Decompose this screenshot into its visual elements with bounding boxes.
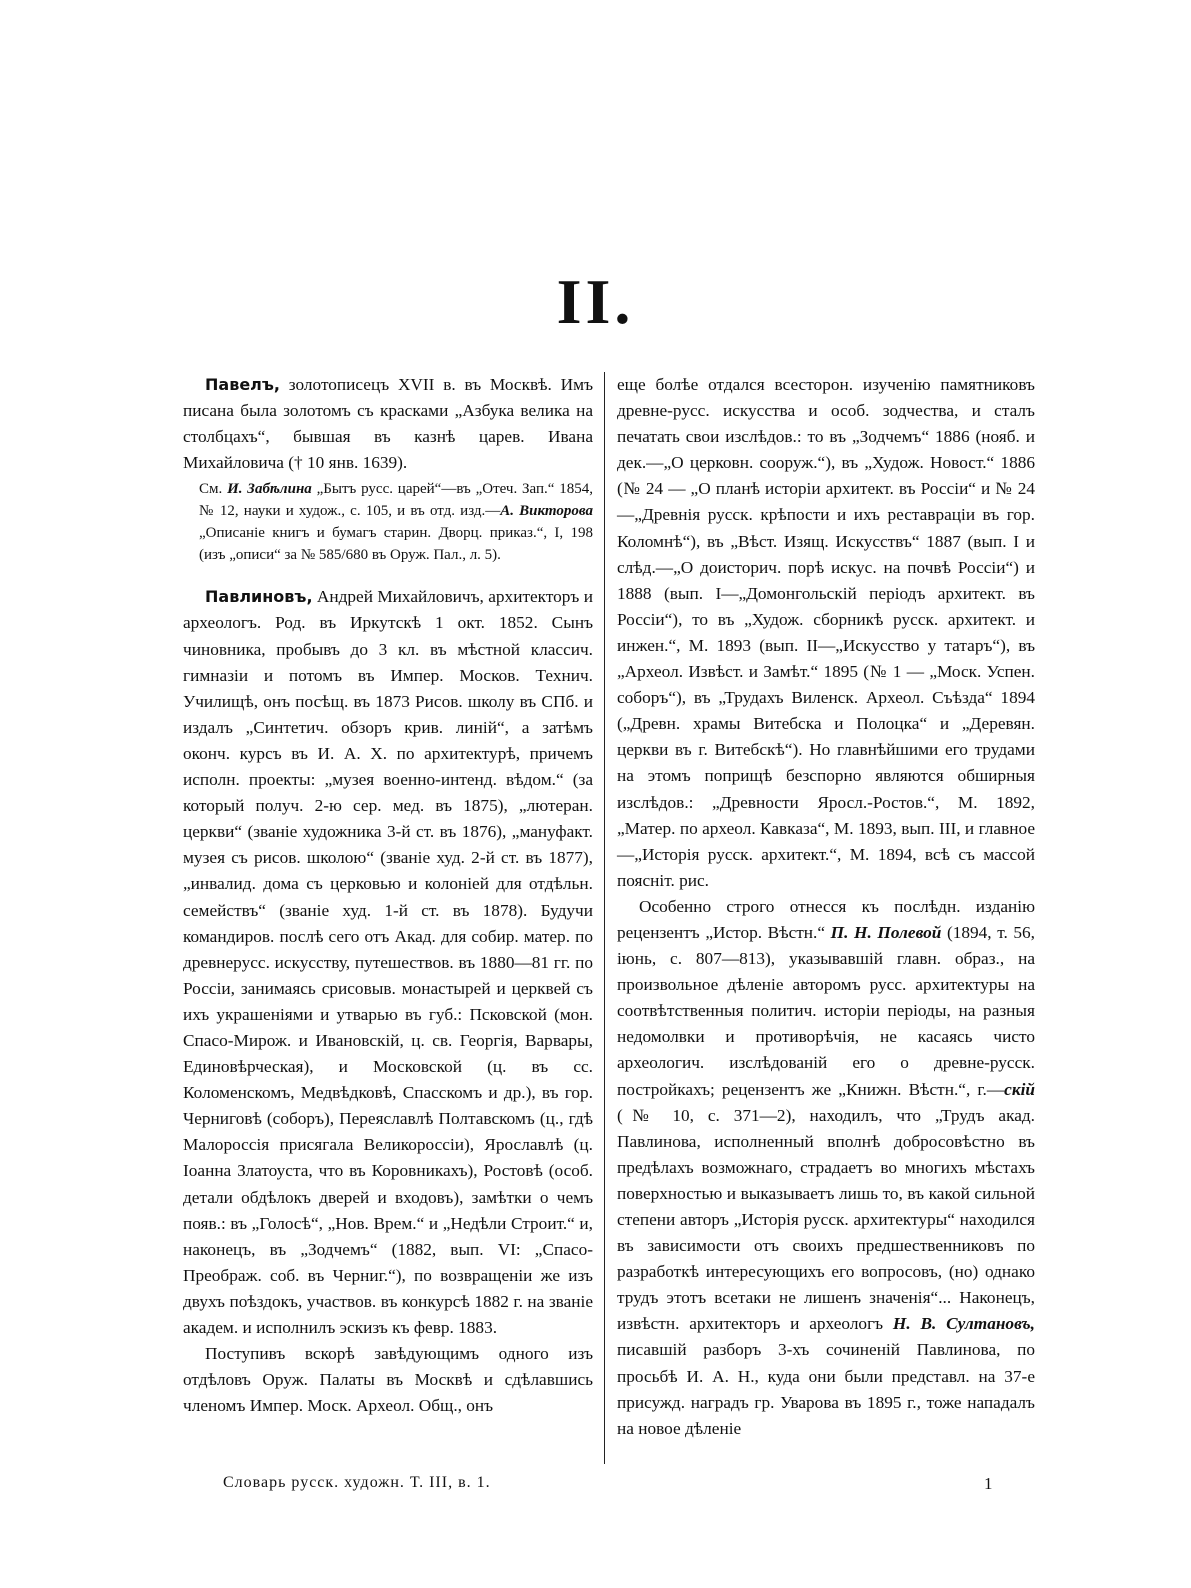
para-text: (№ 10, с. 371—2), находилъ, что „Трудъ акад. Павлинова, исполненный вполнѣ добросовѣстно въ предѣлахъ возможнаго, страдаетъ во многихъ мѣстахъ поверхностью и выказываетъ лишь то, въ какой сильной степени авторъ „Исторія русск. архитектуры“ находился въ зависимости отъ своихъ предшественниковъ по разработкѣ интересующихъ его вопросовъ, (но) однако трудъ этотъ всетаки не лишенъ значенія“... Наконецъ, извѣстн. архитекторъ и археологъ [617, 1105, 1035, 1334]
ref-prefix: См. [199, 481, 223, 498]
person-name: Н. В. Султановъ, [892, 1314, 1035, 1334]
entry-pavlinov [183, 584, 593, 1341]
ref-text: „Бытъ русс. царей“—въ „Отеч. Зап.“ 1854, № 12, науки и худож., с. 105, и въ отд. изд.— [199, 481, 594, 520]
paragraph-reviews [617, 894, 1035, 1442]
section-heading: II. [556, 266, 635, 337]
signature-mark: Словарь русск. художн. Т. III, в. 1. [223, 1474, 491, 1491]
entry-text: золотописецъ XVII в. въ Москвѣ. Имъ писана была золотомъ съ красками „Азбука велика на столбцахъ“, бывшая въ казнѣ царев. Ивана Михайловича († 10 янв. 1639). [183, 375, 593, 473]
column-divider [604, 372, 605, 1464]
entry-headword: Павлиновъ, [205, 587, 313, 607]
left-column [183, 372, 593, 1419]
para-text: Особенно строго отнесся къ послѣдн. изданію рецензентъ „Истор. Вѣстн.“ [617, 896, 1035, 942]
para-text: писавшій разборъ 3-хъ сочиненій Павлинова, по просьбѣ И. А. Н., куда они были представл. на 37-е присужд. наградъ гр. Уварова въ 1895 г., тоже нападалъ на новое дѣленіе [617, 1340, 1035, 1438]
entry-continuation: Поступивъ вскорѣ завѣдующимъ одного изъ отдѣловъ Оруж. Палаты въ Москвѣ и сдѣлавшись членомъ Импер. Моск. Археол. Общ., онъ [183, 1344, 593, 1416]
para-text: (1894, т. 56, іюнь, с. 807—813), указывавшій главн. образ., на произвольное дѣленіе авторомъ русс. архитектуры на соотвѣтственныя политич. исторіи періоды, на разныя недомолвки и противорѣчія, не касаясь чисто археологич. изслѣдованій его о древне-русск. постройкахъ; рецензентъ же „Книжн. Вѣстн.“, г.— [617, 922, 1035, 1099]
ref-author: И. Забѣлина [227, 481, 312, 498]
entry-text: Андрей Михайловичъ, архитекторъ и археологъ. Род. въ Иркутскѣ 1 окт. 1852. Сынъ чиновника, пробывъ до 3 кл. въ мѣстной классич. гимназіи и потомъ въ Импер. Москов. Технич. Училищѣ, онъ посѣщ. въ 1873 Рисов. школу въ СПб. и издалъ „Синтетич. обзоръ крив. линій“, а затѣмъ оконч. курсъ въ И. А. Х. по архитектурѣ, причемъ исполн. проекты: „музея военно-интенд. вѣдом.“ (за который получ. 2-ю сер. мед. въ 1875), „лютеран. церкви“ (званіе художника 3-й ст. въ 1876), „мануфакт. музея съ рисов. школою“ (званіе худ. 2-й ст. въ 1877), „инвалид. дома съ церковью и колоніей для отдѣльн. семействъ“ (званіе худ. 1-й ст. въ 1878). Будучи командиров. послѣ сего отъ Акад. для собир. матер. по древнерусс. искусству, путешествов. въ 1880—81 гг. по Россіи, занимаясь срисовыв. монастырей и церквей съ ихъ украшеніями и утварью въ губ.: Псковской (мон. Спасо-Мирож. и Ивановскій, ц. св. Георгія, Варвары, Единовѣрческая), и Московской (ц. въ сс. Коломенскомъ, Медвѣдковѣ, Спасскомъ и др.), въ гор. Черниговѣ (соборъ), Переяславлѣ Полтавскомъ (ц., гдѣ Малороссія присягала Великороссіи), Ярославлѣ (ц. Іоанна Златоуста, что въ Коровникахъ), Ростовѣ (особ. детали обдѣлокъ дверей и входовъ), замѣтки о чемъ появ.: въ „Голосѣ“, „Нов. Врем.“ и „Недѣли Строит.“ и, наконецъ, въ „Зодчемъ“ (1882, вып. VI: „Спасо-Преображ. соб. въ Черниг.“), по возвращеніи же изъ двухъ поѣздокъ, участвов. въ конкурсѣ 1882 г. на званіе академ. и исполнилъ эскизъ къ февр. 1883. [183, 587, 593, 1337]
entry-pavel [183, 372, 593, 476]
ref-author: А. Викторова [500, 503, 593, 520]
entry-headword: Павелъ, [205, 375, 280, 394]
person-name: скій [1004, 1079, 1035, 1099]
reference-block [199, 478, 593, 566]
right-column [617, 372, 1035, 1442]
page-number: 1 [984, 1474, 993, 1493]
ref-text: „Описаніе книгъ и бумагъ старин. Дворц. приказ.“, I, 198 (изъ „описи“ за № 585/680 въ Оруж. Пал., л. 5). [199, 525, 593, 564]
person-name: П. Н. Полевой [830, 922, 942, 942]
paragraph-continued: еще болѣе отдался всесторон. изученію памятниковъ древне-русс. искусства и особ. зодчества, и сталъ печатать свои изслѣдов.: то въ „Зодчемъ“ 1886 (нояб. и дек.—„О церковн. сооруж.“), въ „Худож. Новост.“ 1886 (№ 24 — „О планѣ исторіи архитект. въ Россіи“ и № 24—„Древнія русск. крѣпости и ихъ реставраціи въ гор. Коломнѣ“), въ „Вѣст. Изящ. Искусствъ“ 1887 (вып. I и слѣд.—„О доисторич. порѣ искус. на почвѣ Россіи“) и 1888 (вып. I—„Домонгольскій періодъ архитект. въ Россіи“), то въ „Худож. сборникѣ русск. архитект. и инжен.“, М. 1893 (вып. II—„Искусство у татаръ“), въ „Археол. Извѣст. и Замѣт.“ 1895 (№ 1 — „Моск. Успен. соборъ“), въ „Трудахъ Виленск. Археол. Съѣзда“ 1894 („Древн. храмы Витебска и Полоцка“ и „Деревян. церкви въ г. Витебскѣ“). Но главнѣйшими его трудами на этомъ поприщѣ безспорно являются обширныя изслѣдов.: „Древности Яросл.-Ростов.“, М. 1892, „Матер. по археол. Кавказа“, М. 1893, вып. III, и главное—„Исторія русск. архитект.“, М. 1894, всѣ съ массой поясніт. рис. [617, 375, 1035, 890]
